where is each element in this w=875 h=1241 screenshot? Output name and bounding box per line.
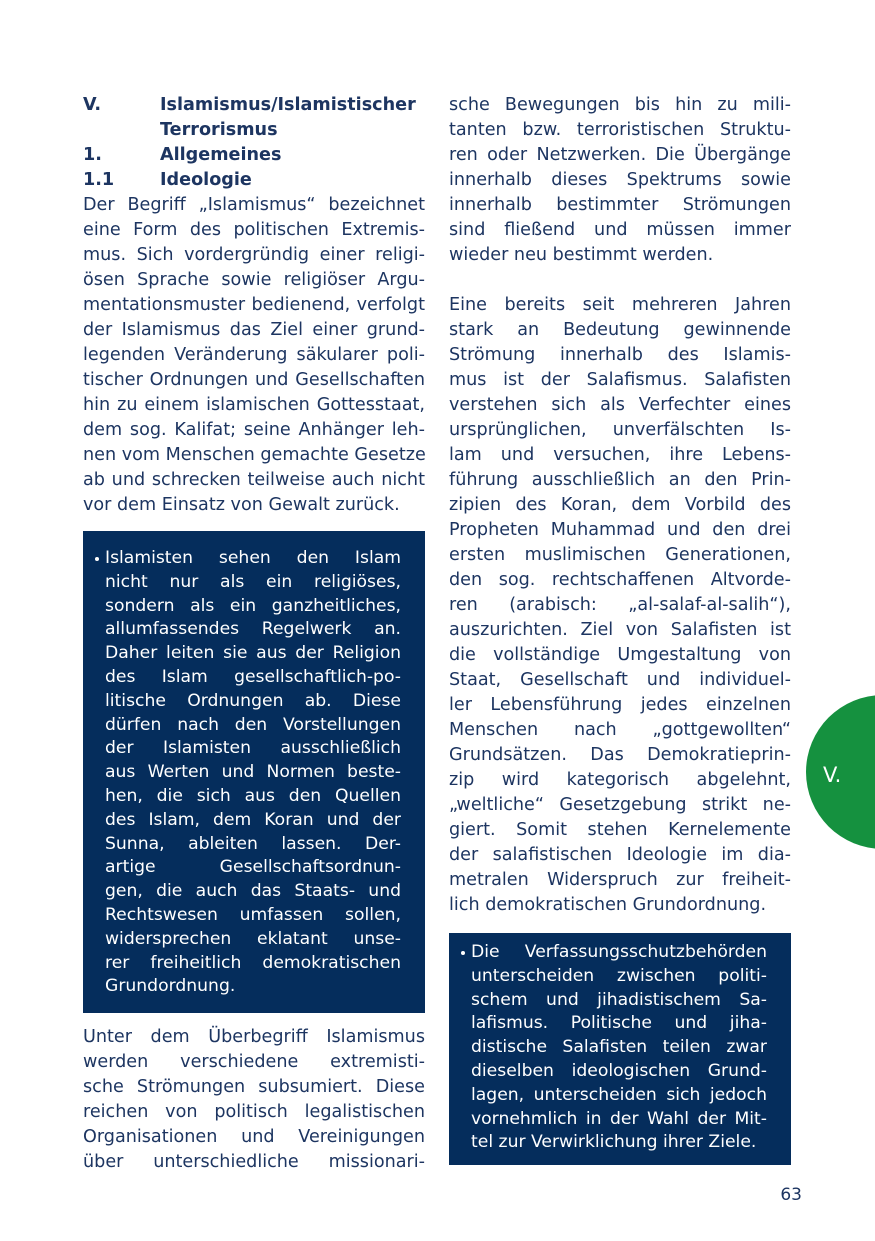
heading-number: 1. — [83, 145, 102, 165]
text-line: sche Bewegungen bis hin zu mili- — [449, 95, 791, 115]
text-line: über unterschiedliche missionari- — [83, 1152, 425, 1173]
box-line: des Islam gesellschaftlich-po- — [105, 666, 401, 687]
box-line: Grundordnung. — [105, 976, 236, 997]
box-line: schem und jihadistischem Sa- — [471, 989, 767, 1010]
text-line: Propheten Muhammad und den drei — [449, 520, 791, 540]
box-line: aus Werten und Normen beste- — [105, 762, 401, 783]
text-line: mus ist der Salafismus. Salafisten — [449, 370, 791, 390]
text-line: ersten muslimischen Generationen, — [449, 545, 791, 565]
text-line: ösen Sprache sowie religiöser Argu- — [83, 270, 425, 290]
text-line: die vollständige Umgestaltung von — [449, 645, 791, 665]
text-line: verstehen sich als Verfechter eines — [449, 395, 791, 415]
right-column — [449, 93, 791, 1165]
text-line: Grundsätzen. Das Demokratieprin- — [449, 745, 791, 765]
box-line: distische Salafisten teilen zwar — [471, 1037, 767, 1058]
box-line: dieselben ideologischen Grund- — [471, 1060, 767, 1081]
text-line: Menschen nach „gottgewollten“ — [449, 720, 791, 740]
box-line: hen, die sich aus den Quellen — [105, 785, 401, 806]
left-column — [83, 93, 425, 1175]
salafism-paragraph — [449, 293, 791, 918]
spectrum-paragraph — [449, 93, 791, 268]
text-line: ren oder Netzwerken. Die Übergänge — [449, 145, 791, 165]
heading-line — [83, 118, 425, 143]
box-line: unterscheiden zwischen politi- — [471, 965, 767, 986]
text-line: mus. Sich vordergründig einer religi- — [83, 245, 425, 265]
box-line: Islamisten sehen den Islam — [105, 548, 401, 568]
text-line: innerhalb bestimmter Strömungen — [449, 195, 791, 215]
text-line: reichen von politisch legalistischen — [83, 1102, 425, 1123]
info-box-salafism — [449, 933, 791, 1165]
text-line: eine Form des politischen Extremis- — [83, 220, 425, 240]
text-line: nen vom Menschen gemachte Gesetze — [83, 445, 426, 465]
text-line: zip wird kategorisch abgelehnt, — [449, 770, 791, 790]
box-line: litische Ordnungen ab. Diese — [105, 690, 401, 711]
box-line: lafismus. Politische und jiha- — [471, 1013, 767, 1034]
text-line: Strömung innerhalb des Islamis- — [449, 345, 791, 365]
text-line: lich demokratischen Grundordnung. — [449, 895, 767, 915]
text-line: innerhalb dieses Spektrums sowie — [449, 170, 791, 190]
bullet-item — [95, 547, 401, 999]
heading-line — [83, 143, 425, 168]
bullet-icon — [95, 557, 99, 561]
box-line: rer freiheitlich demokratischen — [105, 952, 401, 973]
box-line: gen, die auch das Staats- und — [105, 881, 401, 902]
text-line: führung ausschließlich an den Prin- — [449, 470, 791, 490]
text-line: wieder neu bestimmt werden. — [449, 245, 714, 265]
text-line: „weltliche“ Gesetzgebung strikt ne- — [449, 795, 791, 815]
text-line: legenden Veränderung säkularer poli- — [83, 345, 425, 365]
box-line: dürfen nach den Vorstellungen — [105, 714, 401, 735]
page-number: 63 — [780, 1185, 802, 1205]
heading-number: 1.1 — [83, 170, 115, 190]
intro-paragraph — [83, 193, 425, 518]
heading-text: Islamismus/Islamistischer — [160, 95, 416, 115]
extremist-currents-paragraph — [83, 1025, 425, 1175]
bullet-icon — [461, 951, 465, 955]
heading-text: Allgemeines — [160, 145, 282, 165]
box-line: Die Verfassungsschutzbehörden — [471, 942, 767, 962]
text-line: Der Begriff „Islamismus“ bezeichnet — [83, 195, 425, 215]
text-line: mentationsmuster bedienend, verfolgt — [83, 295, 425, 315]
text-line: der salafistischen Ideologie im dia- — [449, 845, 791, 865]
box-line: sondern als ein ganzheitliches, — [105, 595, 401, 616]
text-line: giert. Somit stehen Kernelemente — [449, 820, 791, 840]
text-line: den sog. rechtschaffenen Altvorde- — [449, 570, 791, 590]
text-line: metralen Widerspruch zur freiheit- — [449, 870, 791, 890]
text-line: vor dem Einsatz von Gewalt zurück. — [83, 495, 400, 515]
paragraph-gap — [449, 268, 791, 293]
box-line: Rechtswesen umfassen sollen, — [105, 904, 401, 925]
box-line: lagen, unterscheiden sich jedoch — [471, 1084, 767, 1105]
bullet-item — [461, 941, 767, 1155]
chapter-tab-label: V. — [823, 763, 842, 787]
text-line: ler Lebensführung jedes einzelnen — [449, 695, 791, 715]
heading-line — [83, 168, 425, 193]
text-line: Eine bereits seit mehreren Jahren — [449, 295, 791, 315]
text-line: Staat, Gesellschaft und individuel- — [449, 670, 791, 690]
box-line: tel zur Verwirklichung ihrer Ziele. — [471, 1132, 757, 1153]
heading-number: V. — [83, 95, 102, 115]
text-line: ren (arabisch: „al-salaf-al-salih“), — [449, 595, 791, 615]
text-line: ab und schrecken teilweise auch nicht — [83, 470, 425, 490]
text-line: lam und versuchen, ihre Lebens- — [449, 445, 791, 465]
box-line: allumfassendes Regelwerk an. — [105, 619, 401, 640]
heading-number — [83, 118, 160, 143]
box-line: der Islamisten ausschließlich — [105, 738, 401, 759]
text-line: stark an Bedeutung gewinnende — [449, 320, 791, 340]
text-line: zipien des Koran, dem Vorbild des — [449, 495, 791, 515]
text-line: Organisationen und Vereinigungen — [83, 1127, 425, 1148]
heading-line — [83, 93, 425, 118]
box-line: Sunna, ableiten lassen. Der- — [105, 833, 401, 854]
box-line: des Islam, dem Koran und der — [105, 809, 401, 830]
heading-text: Terrorismus — [160, 120, 278, 140]
text-line: dem sog. Kalifat; seine Anhänger leh- — [83, 420, 425, 440]
text-line: sche Strömungen subsumiert. Diese — [83, 1077, 425, 1098]
box-line: vornehmlich in der Wahl der Mit- — [471, 1108, 767, 1129]
text-line: sind fließend und müssen immer — [449, 220, 791, 240]
heading-text: Ideologie — [160, 170, 252, 190]
text-line: werden verschiedene extremisti- — [83, 1052, 425, 1073]
info-box-islamists — [83, 531, 425, 1013]
section-headings — [83, 93, 425, 193]
box-line: Daher leiten sie aus der Religion — [105, 643, 401, 664]
text-line: Unter dem Überbegriff Islamismus — [83, 1027, 425, 1048]
text-line: hin zu einem islamischen Gottesstaat, — [83, 395, 425, 415]
text-line: tischer Ordnungen und Gesellschaften — [83, 370, 425, 390]
box-line: artige Gesellschaftsordnun- — [105, 857, 401, 878]
box-line: nicht nur als ein religiöses, — [105, 571, 401, 592]
text-line: ursprünglichen, unverfälschten Is- — [449, 420, 791, 440]
text-line: auszurichten. Ziel von Salafisten ist — [449, 620, 791, 640]
text-line: der Islamismus das Ziel einer grund- — [83, 320, 425, 340]
box-line: widersprechen eklatant unse- — [105, 928, 401, 949]
text-line: tanten bzw. terroristischen Struktu- — [449, 120, 791, 140]
